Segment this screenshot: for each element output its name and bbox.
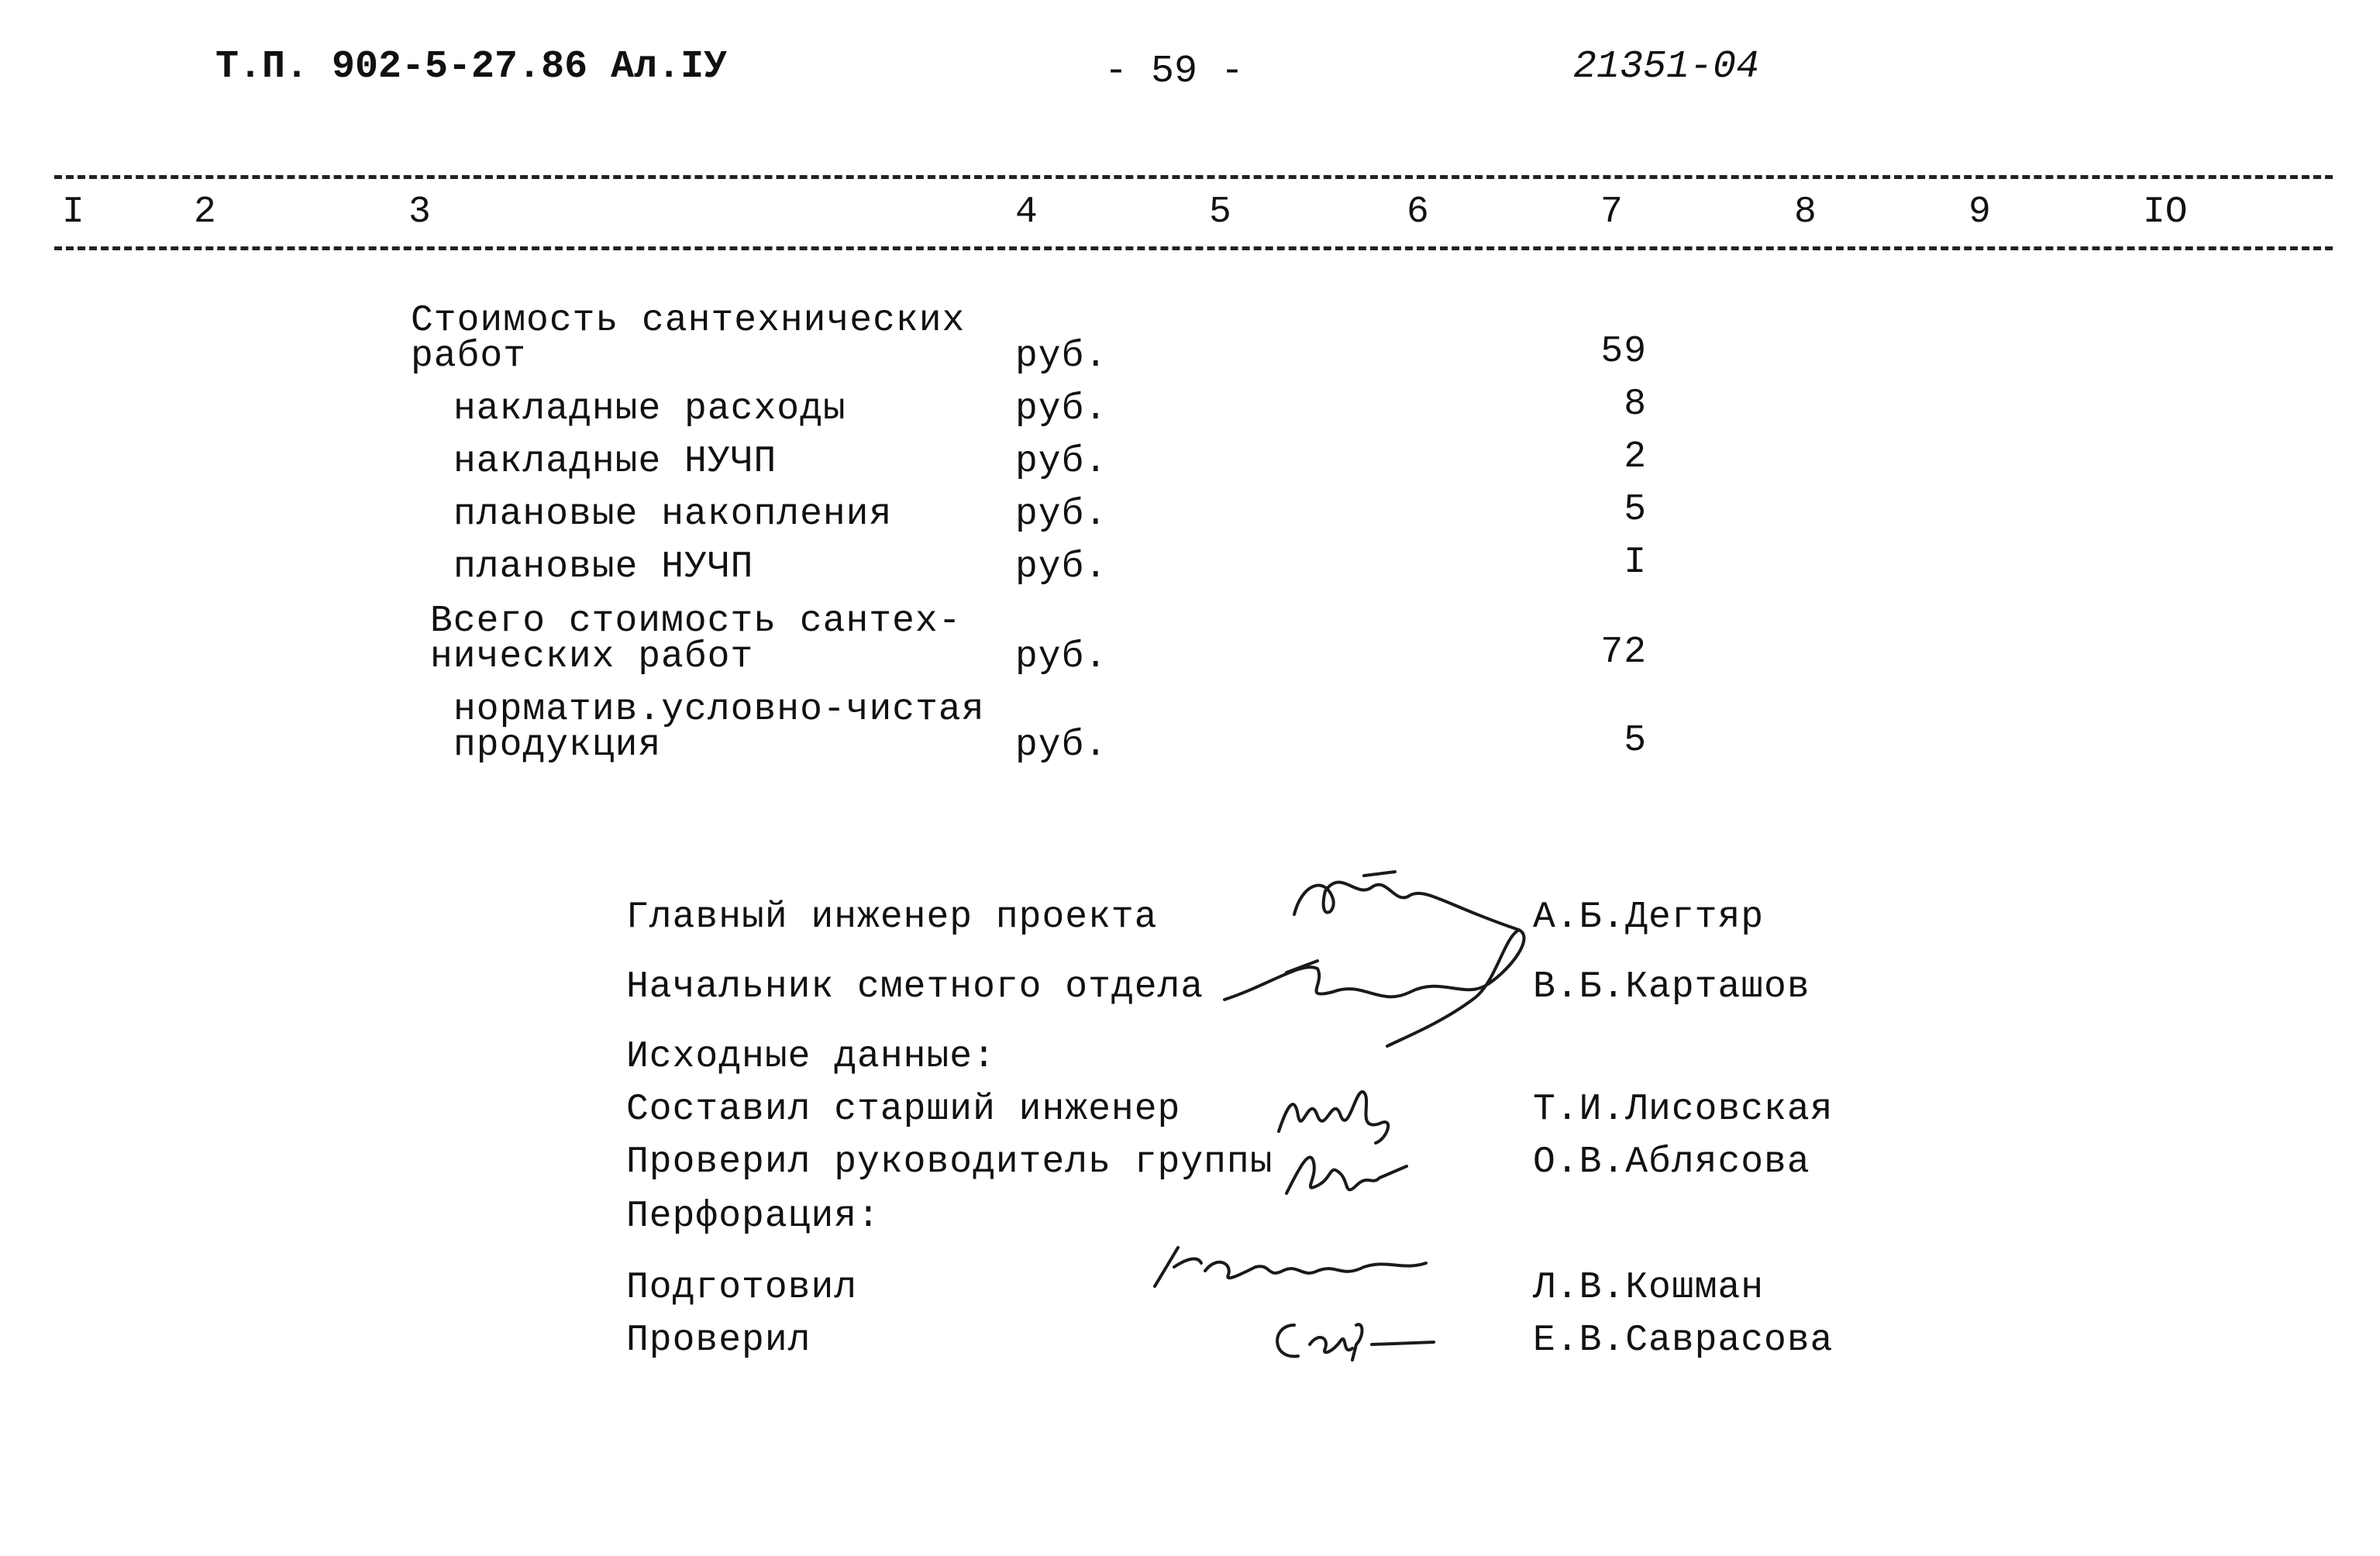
row-value: 8 <box>1624 384 1647 425</box>
inventory-number: 21351-04 <box>1573 45 1760 89</box>
signature-role: Главный инженер проекта <box>626 897 1158 938</box>
signature-person: Т.И.Лисовская <box>1533 1089 1834 1131</box>
row-unit: руб. <box>1015 494 1108 535</box>
row-unit: руб. <box>1015 388 1108 430</box>
signature-person: А.Б.Дегтяр <box>1533 897 1765 938</box>
column-header-3: 3 <box>408 191 431 233</box>
handwritten-signature-koshman <box>1131 1232 1457 1302</box>
row-unit: руб. <box>1015 546 1108 588</box>
table-top-rule <box>54 175 2333 179</box>
column-header-9: 9 <box>1968 191 1991 233</box>
row-name-line1: норматив.условно-чистая <box>453 689 985 731</box>
row-name-line2: работ <box>411 336 527 377</box>
document-code: Т.П. 902-5-27.86 Ал.IУ <box>215 45 728 89</box>
row-name: накладные расходы <box>453 388 846 430</box>
section-heading: Исходные данные: <box>626 1036 996 1078</box>
row-value: 2 <box>1624 436 1647 478</box>
handwritten-signature-savrasova <box>1255 1302 1441 1372</box>
handwritten-signature-kartashov <box>1209 914 1550 1054</box>
signature-role: Подготовил <box>626 1267 858 1309</box>
row-name-line1: Стоимость сантехнических <box>411 300 966 342</box>
signature-role: Проверил руководитель группы <box>626 1141 1273 1183</box>
row-name: накладные НУЧП <box>453 441 777 483</box>
signature-role: Составил старший инженер <box>626 1089 1181 1131</box>
row-unit: руб. <box>1015 441 1108 483</box>
column-header-10: IO <box>2143 191 2188 233</box>
row-value: 5 <box>1624 489 1647 531</box>
column-header-4: 4 <box>1015 191 1038 233</box>
column-header-7: 7 <box>1600 191 1623 233</box>
signature-person: Е.В.Саврасова <box>1533 1320 1834 1362</box>
row-name-line2: продукция <box>453 725 662 766</box>
row-value: 72 <box>1600 632 1647 673</box>
section-heading: Перфорация: <box>626 1196 880 1238</box>
row-name-line2: нических работ <box>430 636 754 678</box>
table-header-rule <box>54 246 2333 250</box>
column-header-6: 6 <box>1407 191 1429 233</box>
row-value: I <box>1624 542 1647 584</box>
column-header-5: 5 <box>1209 191 1231 233</box>
row-name: плановые накопления <box>453 494 893 535</box>
row-value: 5 <box>1624 720 1647 762</box>
column-header-8: 8 <box>1794 191 1817 233</box>
signature-person: О.В.Аблясова <box>1533 1141 1810 1183</box>
row-unit: руб. <box>1015 725 1108 766</box>
row-name: плановые НУЧП <box>453 546 754 588</box>
row-unit: руб. <box>1015 636 1108 678</box>
row-name-line1: Всего стоимость сантех- <box>430 601 962 642</box>
page-number: - 59 - <box>1104 50 1245 94</box>
column-header-1: I <box>62 191 84 233</box>
row-value: 59 <box>1600 331 1647 373</box>
signature-role: Проверил <box>626 1320 811 1362</box>
signature-role: Начальник сметного отдела <box>626 966 1204 1008</box>
signature-person: В.Б.Карташов <box>1533 966 1810 1008</box>
column-header-2: 2 <box>194 191 216 233</box>
handwritten-signature-ablyasova <box>1271 1131 1426 1209</box>
row-unit: руб. <box>1015 336 1108 377</box>
signature-person: Л.В.Кошман <box>1533 1267 1765 1309</box>
